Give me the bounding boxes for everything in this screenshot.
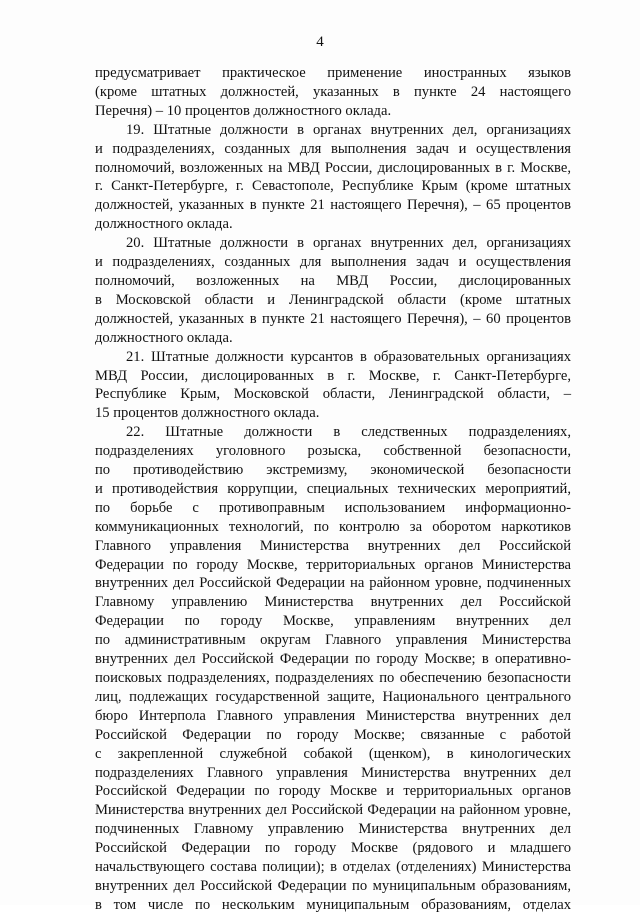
text-line: внутренних дел Российской Федерации по городу Москве; в оперативно- [95,651,571,668]
paragraph [95,121,571,234]
text-line: Главного управления Министерства внутренних дел Российской [95,537,571,554]
paragraph [95,348,571,424]
text-line: (кроме штатных должностей, указанных в пункте 24 настоящего [95,83,571,100]
text-line: внутренних дел Российской Федерации по муниципальным образованиям, [95,877,571,894]
paragraph [95,64,571,121]
text-line: лиц, подлежащих государственной защите, Национального центрального [95,688,571,705]
text-line: подразделениях уголовного розыска, собственной безопасности, [95,443,571,460]
text-line: Федерации по городу Москве, территориальных органов Министерства [95,556,571,573]
text-line: 19. Штатные должности в органах внутренних дел, организациях [126,121,571,138]
text-line: 15 процентов должностного оклада. [95,405,320,422]
text-line: внутренних дел Российской Федерации на районном уровне, подчиненных [95,575,571,592]
text-line: должностного оклада. [95,216,233,233]
text-line: 20. Штатные должности в органах внутренних дел, организациях [126,235,571,252]
text-line: подразделениях Главного управления Министерства внутренних дел [95,764,571,781]
text-line: 21. Штатные должности курсантов в образовательных организациях [126,348,571,365]
text-line: должностей, указанных в пункте 21 настоящего Перечня), – 60 процентов [95,310,571,327]
text-line: Российской Федерации по городу Москве и территориальных органов [95,783,571,800]
text-line: поисковых подразделениях, подразделениях по обеспечению безопасности [95,670,571,686]
paragraph [95,234,571,347]
text-line: по административным округам Главного управления Министерства [95,632,571,649]
text-line: МВД России, дислоцированных в г. Москве, г. Санкт-Петербурге, [95,367,571,384]
text-line: Республике Крым, Московской области, Ленинградской области, – [95,386,571,403]
text-line: 22. Штатные должности в следственных подразделениях, [126,424,571,441]
text-line: Министерства внутренних дел Российской Федерации на районном уровне, [95,802,571,819]
document-body [95,64,571,915]
text-line: и подразделениях, созданных для выполнения задач и осуществления [95,140,571,157]
text-line: должностей, указанных в пункте 21 настоящего Перечня), – 65 процентов [95,197,571,214]
text-line: по борьбе с противоправным использованием информационно- [95,499,571,516]
text-line: бюро Интерпола Главного управления Министерства внутренних дел [95,707,571,724]
text-line: и подразделениях, созданных для выполнения задач и осуществления [95,254,571,271]
text-line: Федерации по городу Москве, управлениям внутренних дел [95,613,571,630]
page-number: 4 [316,34,324,50]
text-line: предусматривает практическое применение иностранных языков [95,65,571,81]
text-line: и противодействия коррупции, специальных технических мероприятий, [95,480,571,497]
text-line: должностного оклада. [95,329,233,346]
text-line: Главному управлению Министерства внутренних дел Российской [95,594,571,611]
text-line: полномочий, возложенных на МВД России, дислоцированных в г. Москве, [95,159,571,176]
text-line: в том числе по нескольким муниципальным образованиям, отделах [95,896,571,913]
text-line: полномочий, возложенных на МВД России, дислоцированных [95,272,571,289]
text-line: Перечня) – 10 процентов должностного оклада. [95,102,392,119]
text-line: Российской Федерации по городу Москве (рядового и младшего [95,840,571,857]
text-line: г. Санкт-Петербурге, г. Севастополе, Республике Крым (кроме штатных [95,178,571,195]
text-line: коммуникационных технологий, по контролю за оборотом наркотиков [95,518,571,535]
text-line: в Московской области и Ленинградской области (кроме штатных [95,291,571,308]
text-line: Российской Федерации по городу Москве; связанные с работой [95,726,571,743]
text-line: по противодействию экстремизму, экономической безопасности [95,462,571,479]
text-line: с закрепленной служебной собакой (щенком), в кинологических [95,745,571,762]
paragraph [95,423,571,915]
text-line: начальствующего состава полиции); в отделах (отделениях) Министерства [95,859,571,876]
text-line: подчиненных Главному управлению Министерства внутренних дел [95,821,571,838]
